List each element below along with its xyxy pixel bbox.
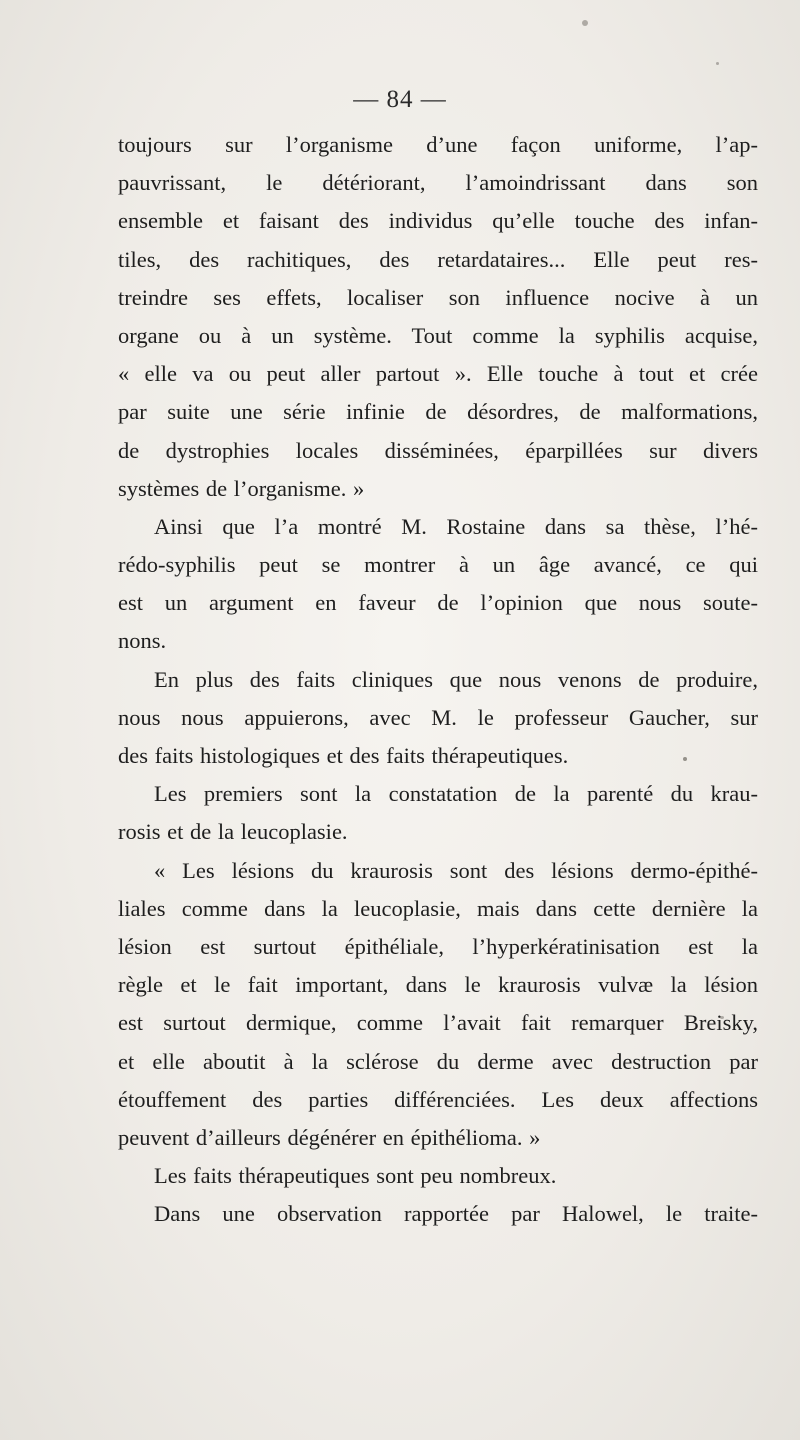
text-line: étouffement des parties différenciées. Les deux affections [118,1086,758,1112]
text-line: lésion est surtout épithéliale, l’hyperkératinisation est la [118,933,758,959]
text-line: liales comme dans la leucoplasie, mais dans cette dernière la [118,895,758,921]
text-line: tiles, des rachitiques, des retardataires... Elle peut res- [118,246,758,272]
text-line: est surtout dermique, comme l’avait fait remarquer Breisky, [118,1010,758,1036]
text-line: Ainsi que l’a montré M. Rostaine dans sa thèse, l’hé- [154,513,758,539]
paper-speck [716,62,719,65]
body-text [118,126,758,1233]
text-line: rédo-syphilis peut se montrer à un âge avancé, ce qui [118,552,758,578]
text-line: par suite une série infinie de désordres, de malformations, [118,399,758,425]
text-line: rosis et de la leucoplasie. [118,819,348,845]
text-line: En plus des faits cliniques que nous venons de produire, [154,666,758,692]
text-line: systèmes de l’organisme. » [118,475,365,501]
text-line: nons. [118,628,167,654]
text-line: de dystrophies locales disséminées, éparpillées sur divers [118,437,758,463]
text-line: peuvent d’ailleurs dégénérer en épithélioma. » [118,1124,541,1150]
text-line: nous nous appuierons, avec M. le professeur Gaucher, sur [118,704,758,730]
text-line: et elle aboutit à la sclérose du derme avec destruction par [118,1048,758,1074]
text-line: Les faits thérapeutiques sont peu nombreux. [154,1163,557,1189]
text-line: est un argument en faveur de l’opinion que nous soute- [118,590,758,616]
paper-speck [582,20,588,26]
text-line: « elle va ou peut aller partout ». Elle touche à tout et crée [118,361,758,387]
page-number: — 84 — [353,86,447,113]
text-line: « Les lésions du kraurosis sont des lésions dermo-épithé- [154,857,758,883]
text-line: treindre ses effets, localiser son influence nocive à un [118,284,758,310]
text-line: des faits histologiques et des faits thérapeutiques. [118,743,569,768]
text-line: toujours sur l’organisme d’une façon uniforme, l’ap- [118,132,758,157]
text-line: organe ou à un système. Tout comme la syphilis acquise, [118,322,758,348]
text-line: Les premiers sont la constatation de la parenté du krau- [154,781,758,807]
text-line: règle et le fait important, dans le kraurosis vulvæ la lésion [118,972,758,998]
text-line: pauvrissant, le détériorant, l’amoindrissant dans son [118,170,758,196]
text-line: Dans une observation rapportée par Halowel, le traite- [154,1201,758,1227]
text-line: ensemble et faisant des individus qu’elle touche des infan- [118,208,758,234]
